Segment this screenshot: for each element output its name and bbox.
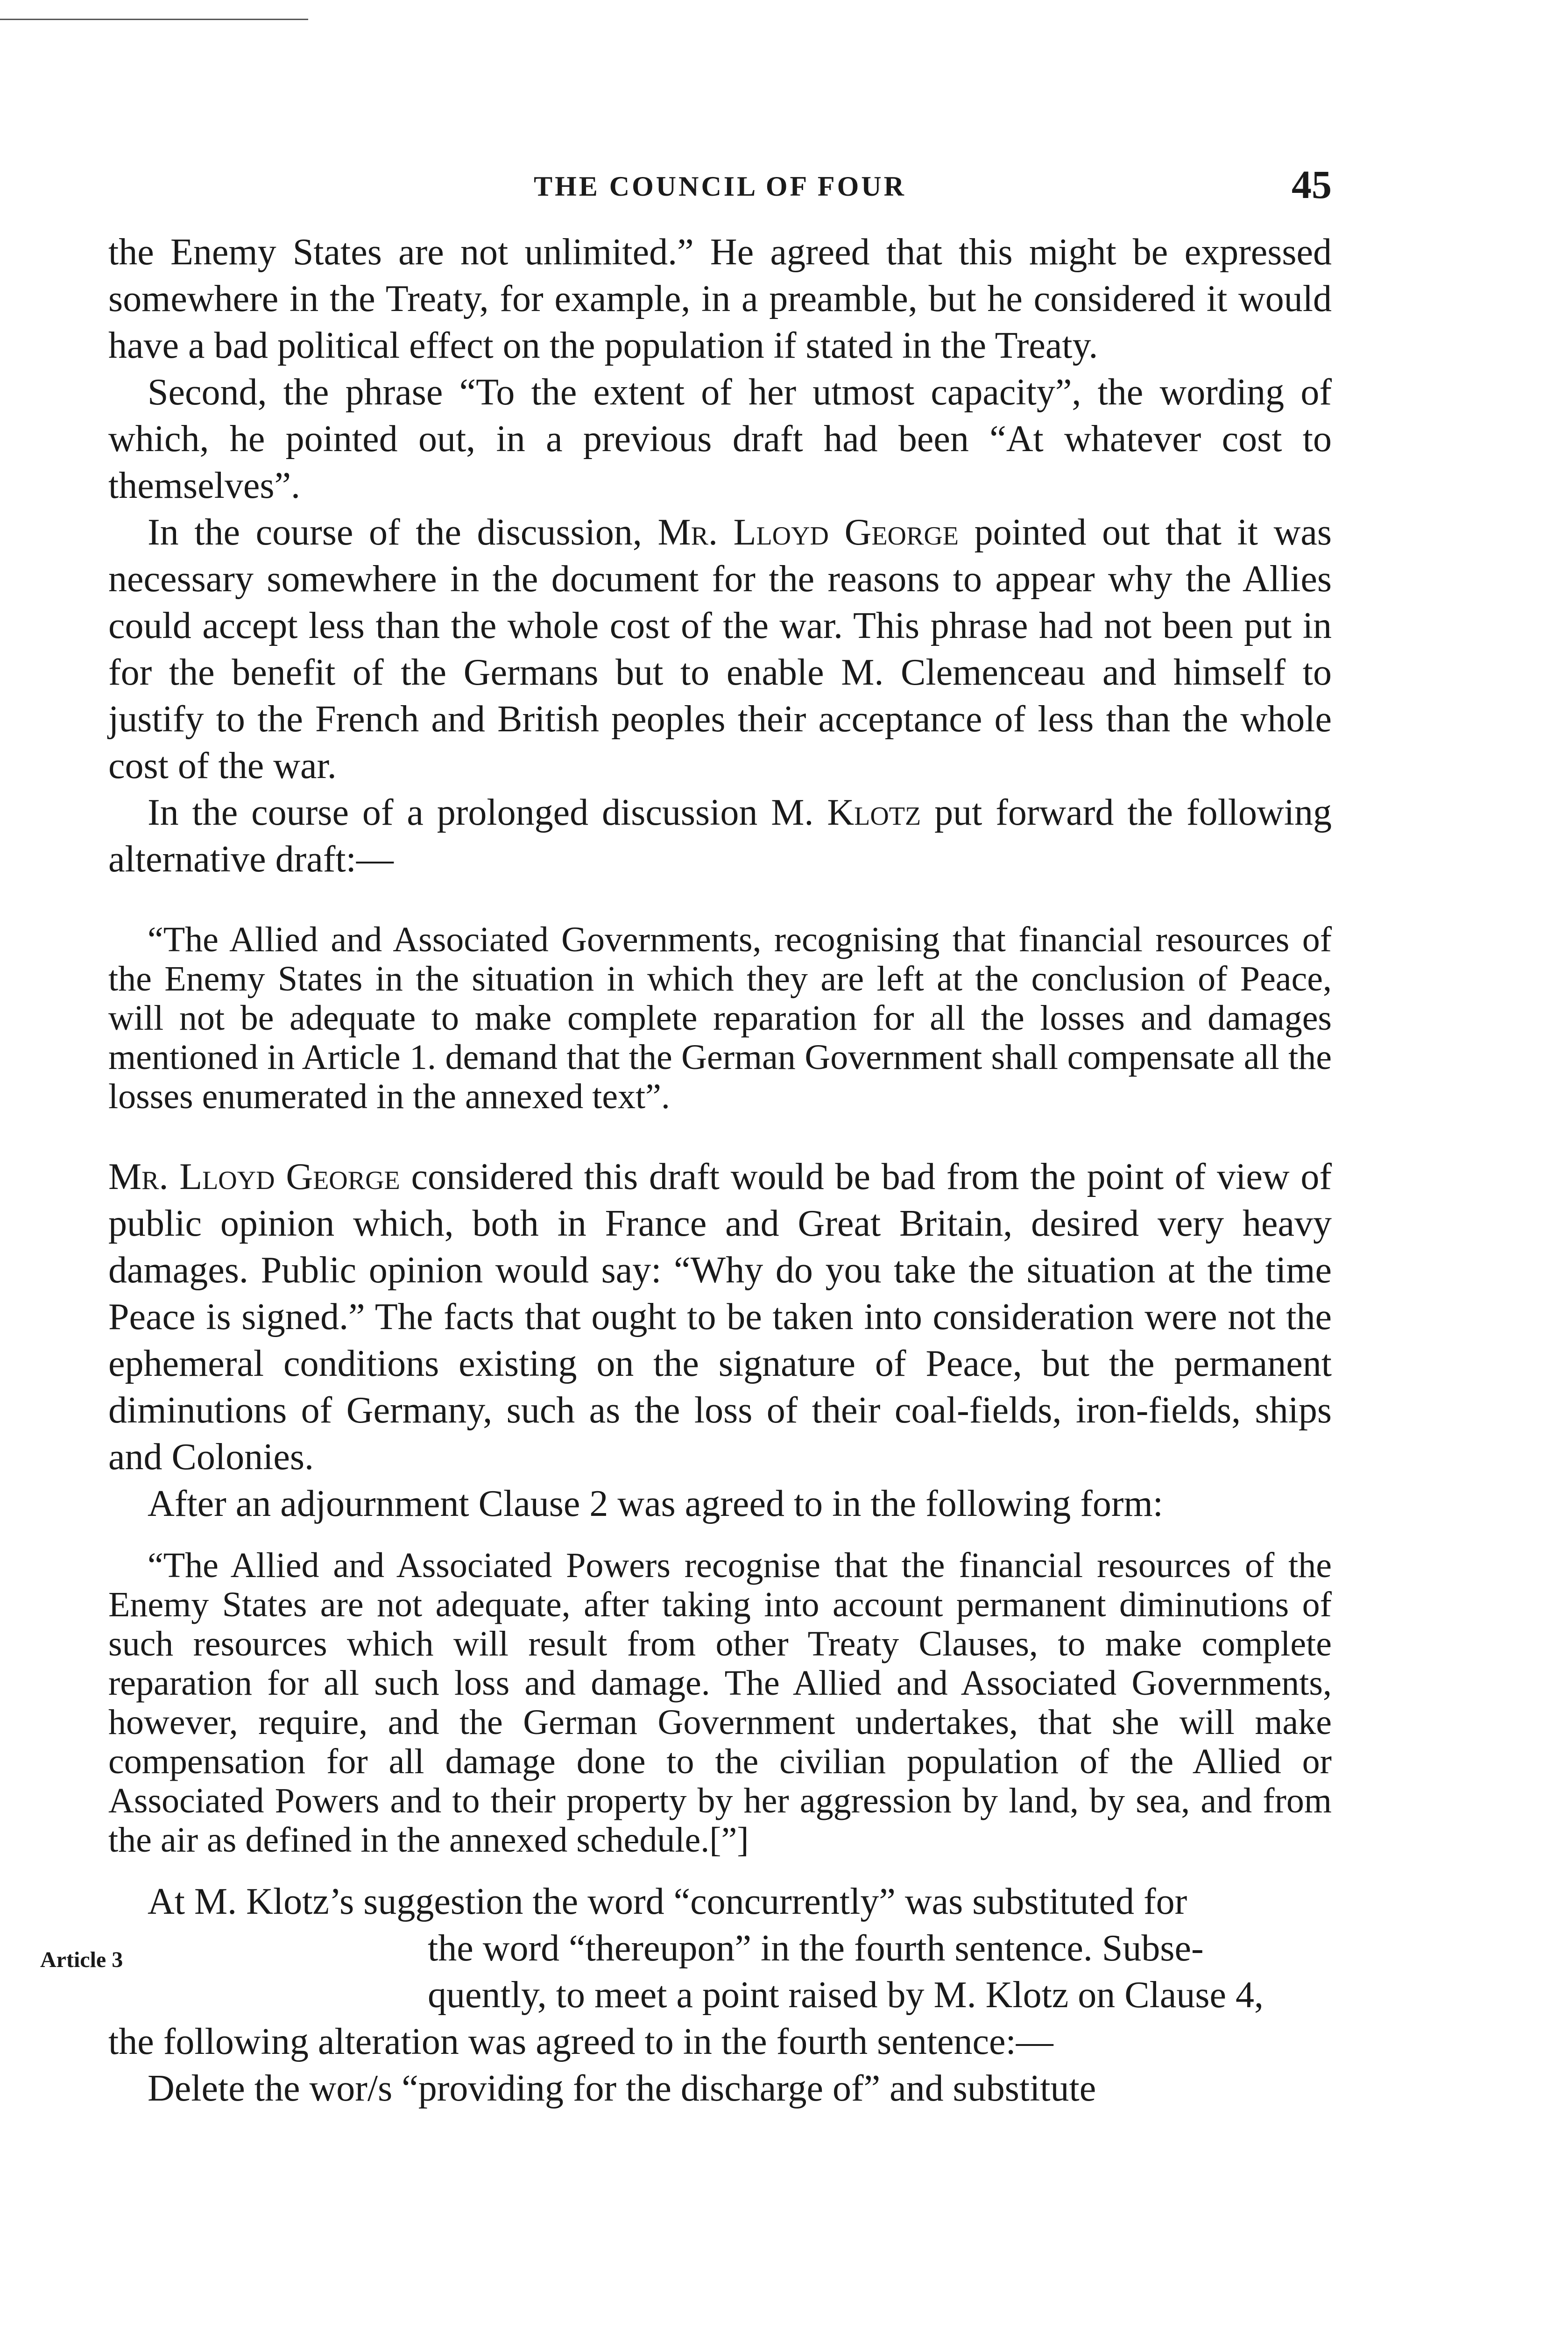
paragraph-4 [108,789,1332,883]
body-text [40,229,1332,2112]
quoted-clause-2: “The Allied and Associated Powers recognise that the financial resources of the Enemy States are not adequate, after taking into account permanent diminutions of such resources which will result from other Treaty Clauses, to make complete reparation for all such loss and damage. The Allied and Associated Governments, however, require, and the German Government undertakes, that she will make compensation for all damage done to the civilian population of the Allied or Associated Powers and to their property by her aggression by land, by sea, and from the air as defined in the annexed schedule.[”] [108,1546,1332,1860]
paragraph-5 [108,1153,1332,1480]
p4-after: put forward the following alternative draft:— [108,792,1332,880]
paragraph-3 [108,509,1332,789]
margin-note-article: Article 3 [40,1947,123,1972]
speaker-lloyd-george-2: Mr. Lloyd George [108,1156,400,1197]
speaker-lloyd-george: Mr. Lloyd George [657,512,959,553]
p7-line-4: the following alteration was agreed to in the fourth sentence:— [108,2021,1053,2062]
paragraph-6: After an adjournment Clause 2 was agreed to in the following form: [148,1483,1163,1524]
p4-before: In the course of a prolonged discussion M. [148,792,814,833]
top-rule [0,19,308,20]
page-header [108,161,1332,217]
paragraph-1: the Enemy States are not unlimited.” He agreed that this might be expressed somewhere in the Treaty, for example, in a preamble, but he considered it would have a bad political effect on the population if stated in the Treaty. [108,232,1332,366]
p5-after: considered this draft would be bad from the point of view of public opinion which, both in France and Great Britain, desired very heavy damages. Public opinion would say: “Why do you take the situation at the time Peace is signed.” The facts that ought to be taken into consideration were not the ephemeral conditions existing on the signature of Peace, but the permanent diminutions of Germany, such as the loss of their coal-fields, iron-fields, ships and Colonies. [108,1156,1332,1478]
p3-after: pointed out that it was necessary somewhere in the document for the reasons to appear why the Allies could accept less than the whole cost of the war. This phrase had not been put in for the benefit of the Germans but to enable M. Clemenceau and himself to justify to the French and British peoples their acceptance of less than the whole cost of the war. [108,512,1332,786]
speaker-klotz: Klotz [827,792,921,833]
running-title: THE COUNCIL OF FOUR [534,171,906,202]
p7-line-3: quently, to meet a point raised by M. Klotz on Clause 4, [428,1974,1264,2016]
p3-before: In the course of the discussion, [148,512,642,553]
p7-line-2: the word “thereupon” in the fourth sentence. Subse- [428,1928,1204,1969]
paragraph-2: Second, the phrase “To the extent of her utmost capacity”, the wording of which, he pointed out, in a previous draft had been “At whatever cost to themselves”. [108,372,1332,506]
quoted-draft-1: “The Allied and Associated Governments, recognising that financial resources of the Enemy States in the situation in which they are left at the conclusion of Peace, will not be adequate to make complete reparation for all the losses and damages mentioned in Article 1. demand that the German Government shall compensate all the losses enumerated in the annexed text”. [108,920,1332,1116]
paragraph-7 [40,1878,1332,2065]
page-number: 45 [1292,162,1332,207]
paragraph-8: Delete the wor/s “providing for the discharge of” and substitute [148,2068,1096,2109]
p7-line-1: At M. Klotz’s suggestion the word “concurrently” was substituted for [148,1881,1187,1922]
